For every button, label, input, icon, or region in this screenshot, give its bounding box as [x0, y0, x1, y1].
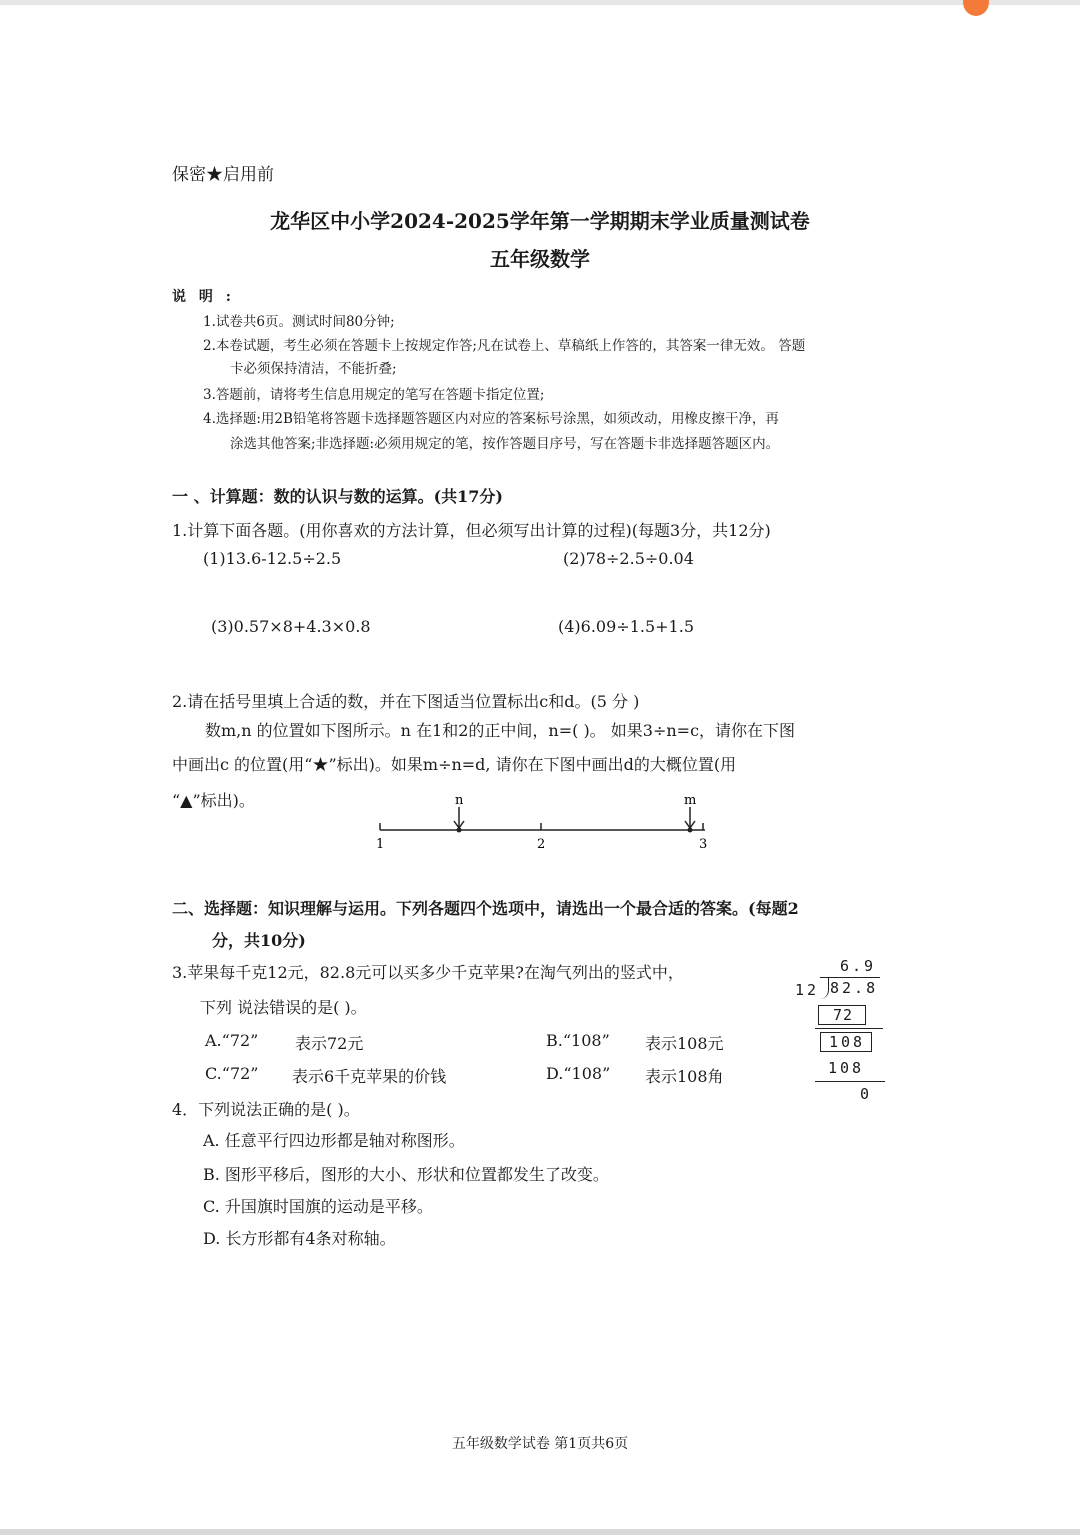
note-line: 2.本卷试题，考生必须在答题卡上按规定作答;凡在试卷上、草稿纸上作答的，其答案一律无效。 答题 [203, 338, 806, 354]
option-b-label: B.“108” [546, 1031, 610, 1050]
division-step-108-sub: 108 [828, 1059, 865, 1077]
option-c-label: C.“72” [205, 1064, 259, 1083]
section2-title-cont: 分，共10分) [212, 931, 306, 950]
section1-title: 一 、计算题：数的认识与数的运算。(共17分) [172, 487, 503, 506]
note-line: 4.选择题:用2B铅笔将答题卡选择题答题区内对应的答案标号涂黑，如须改动，用橡皮擦干净，再 [203, 411, 779, 427]
calc-item-1: (1)13.6-12.5÷2.5 [203, 549, 342, 568]
question-2: 2.请在括号里填上合适的数，并在下图适当位置标出c和d。(5 分 ) [172, 692, 640, 711]
division-remainder: 0 [860, 1085, 873, 1103]
exam-title: 龙华区中小学2024-2025学年第一学期期末学业质量测试卷 [270, 209, 810, 233]
note-line: 涂选其他答案;非选择题:必须用规定的笔，按作答题目序号，写在答题卡非选择题答题区内。 [230, 436, 780, 452]
section2-title: 二、选择题：知识理解与运用。下列各题四个选项中，请选出一个最合适的答案。(每题2 [172, 899, 799, 918]
long-division [790, 955, 900, 1110]
division-line [815, 1081, 885, 1082]
division-bracket [820, 977, 829, 999]
calc-item-3: (3)0.57×8+4.3×0.8 [211, 617, 371, 636]
q4-option-a: A. 任意平行四边形都是轴对称图形。 [203, 1131, 465, 1150]
number-line [360, 790, 730, 860]
question-2-line: “▲”标出)。 [172, 791, 255, 810]
question-3: 3.苹果每千克12元，82.8元可以买多少千克苹果?在淘气列出的竖式中， [172, 963, 684, 982]
top-bar [0, 0, 1080, 5]
division-line [815, 1028, 883, 1029]
orange-dot-decoration [963, 0, 989, 16]
division-step-108: 108 [820, 1032, 872, 1052]
question-4: 4．下列说法正确的是( )。 [172, 1100, 360, 1119]
option-b-desc: 表示108元 [645, 1034, 724, 1053]
note-line: 1.试卷共6页。测试时间80分钟; [203, 314, 395, 330]
point-m [688, 828, 693, 833]
point-n [457, 828, 462, 833]
division-step-72: 72 [818, 1005, 866, 1025]
page-footer: 五年级数学试卷 第1页共6页 [451, 1436, 629, 1452]
question-2-line: 中画出c 的位置(用“★”标出)。如果m÷n=d, 请你在下图中画出d的大概位置(用 [172, 755, 737, 774]
note-line: 卡必须保持清洁，不能折叠; [230, 361, 397, 377]
tick-label-2: 2 [537, 837, 546, 852]
option-d-desc: 表示108角 [645, 1067, 724, 1086]
option-a-desc: 表示72元 [295, 1034, 364, 1053]
question-3-line: 下列 说法错误的是( )。 [200, 998, 367, 1017]
option-a-label: A.“72” [205, 1031, 259, 1050]
calc-item-2: (2)78÷2.5÷0.04 [563, 549, 694, 568]
mark-label-m: m [684, 793, 697, 808]
option-c-desc: 表示6千克苹果的价钱 [292, 1067, 447, 1086]
q4-option-c: C. 升国旗时国旗的运动是平移。 [203, 1197, 433, 1216]
q4-option-d: D. 长方形都有4条对称轴。 [203, 1229, 396, 1248]
bottom-bar [0, 1529, 1080, 1535]
note-line: 3.答题前，请将考生信息用规定的笔写在答题卡指定位置; [203, 387, 545, 403]
question-2-line: 数m,n 的位置如下图所示。n 在1和2的正中间，n=( )。 如果3÷n=c，请你在下图 [205, 721, 796, 740]
tick-label-1: 1 [376, 837, 385, 852]
division-bar [820, 977, 880, 978]
question-1: 1.计算下面各题。(用你喜欢的方法计算，但必须写出计算的过程)(每题3分，共12分) [172, 521, 771, 540]
exam-subtitle: 五年级数学 [490, 247, 590, 271]
division-quotient: 6.9 [840, 957, 877, 975]
division-dividend: 82.8 [830, 979, 879, 997]
notes-label: 说 明 : [172, 289, 235, 305]
confidential-label: 保密★启用前 [172, 165, 274, 185]
tick-label-3: 3 [699, 837, 708, 852]
mark-label-n: n [455, 793, 464, 808]
division-divisor: 12 [795, 981, 820, 999]
calc-item-4: (4)6.09÷1.5+1.5 [558, 617, 694, 636]
q4-option-b: B. 图形平移后，图形的大小、形状和位置都发生了改变。 [203, 1165, 609, 1184]
option-d-label: D.“108” [546, 1064, 611, 1083]
